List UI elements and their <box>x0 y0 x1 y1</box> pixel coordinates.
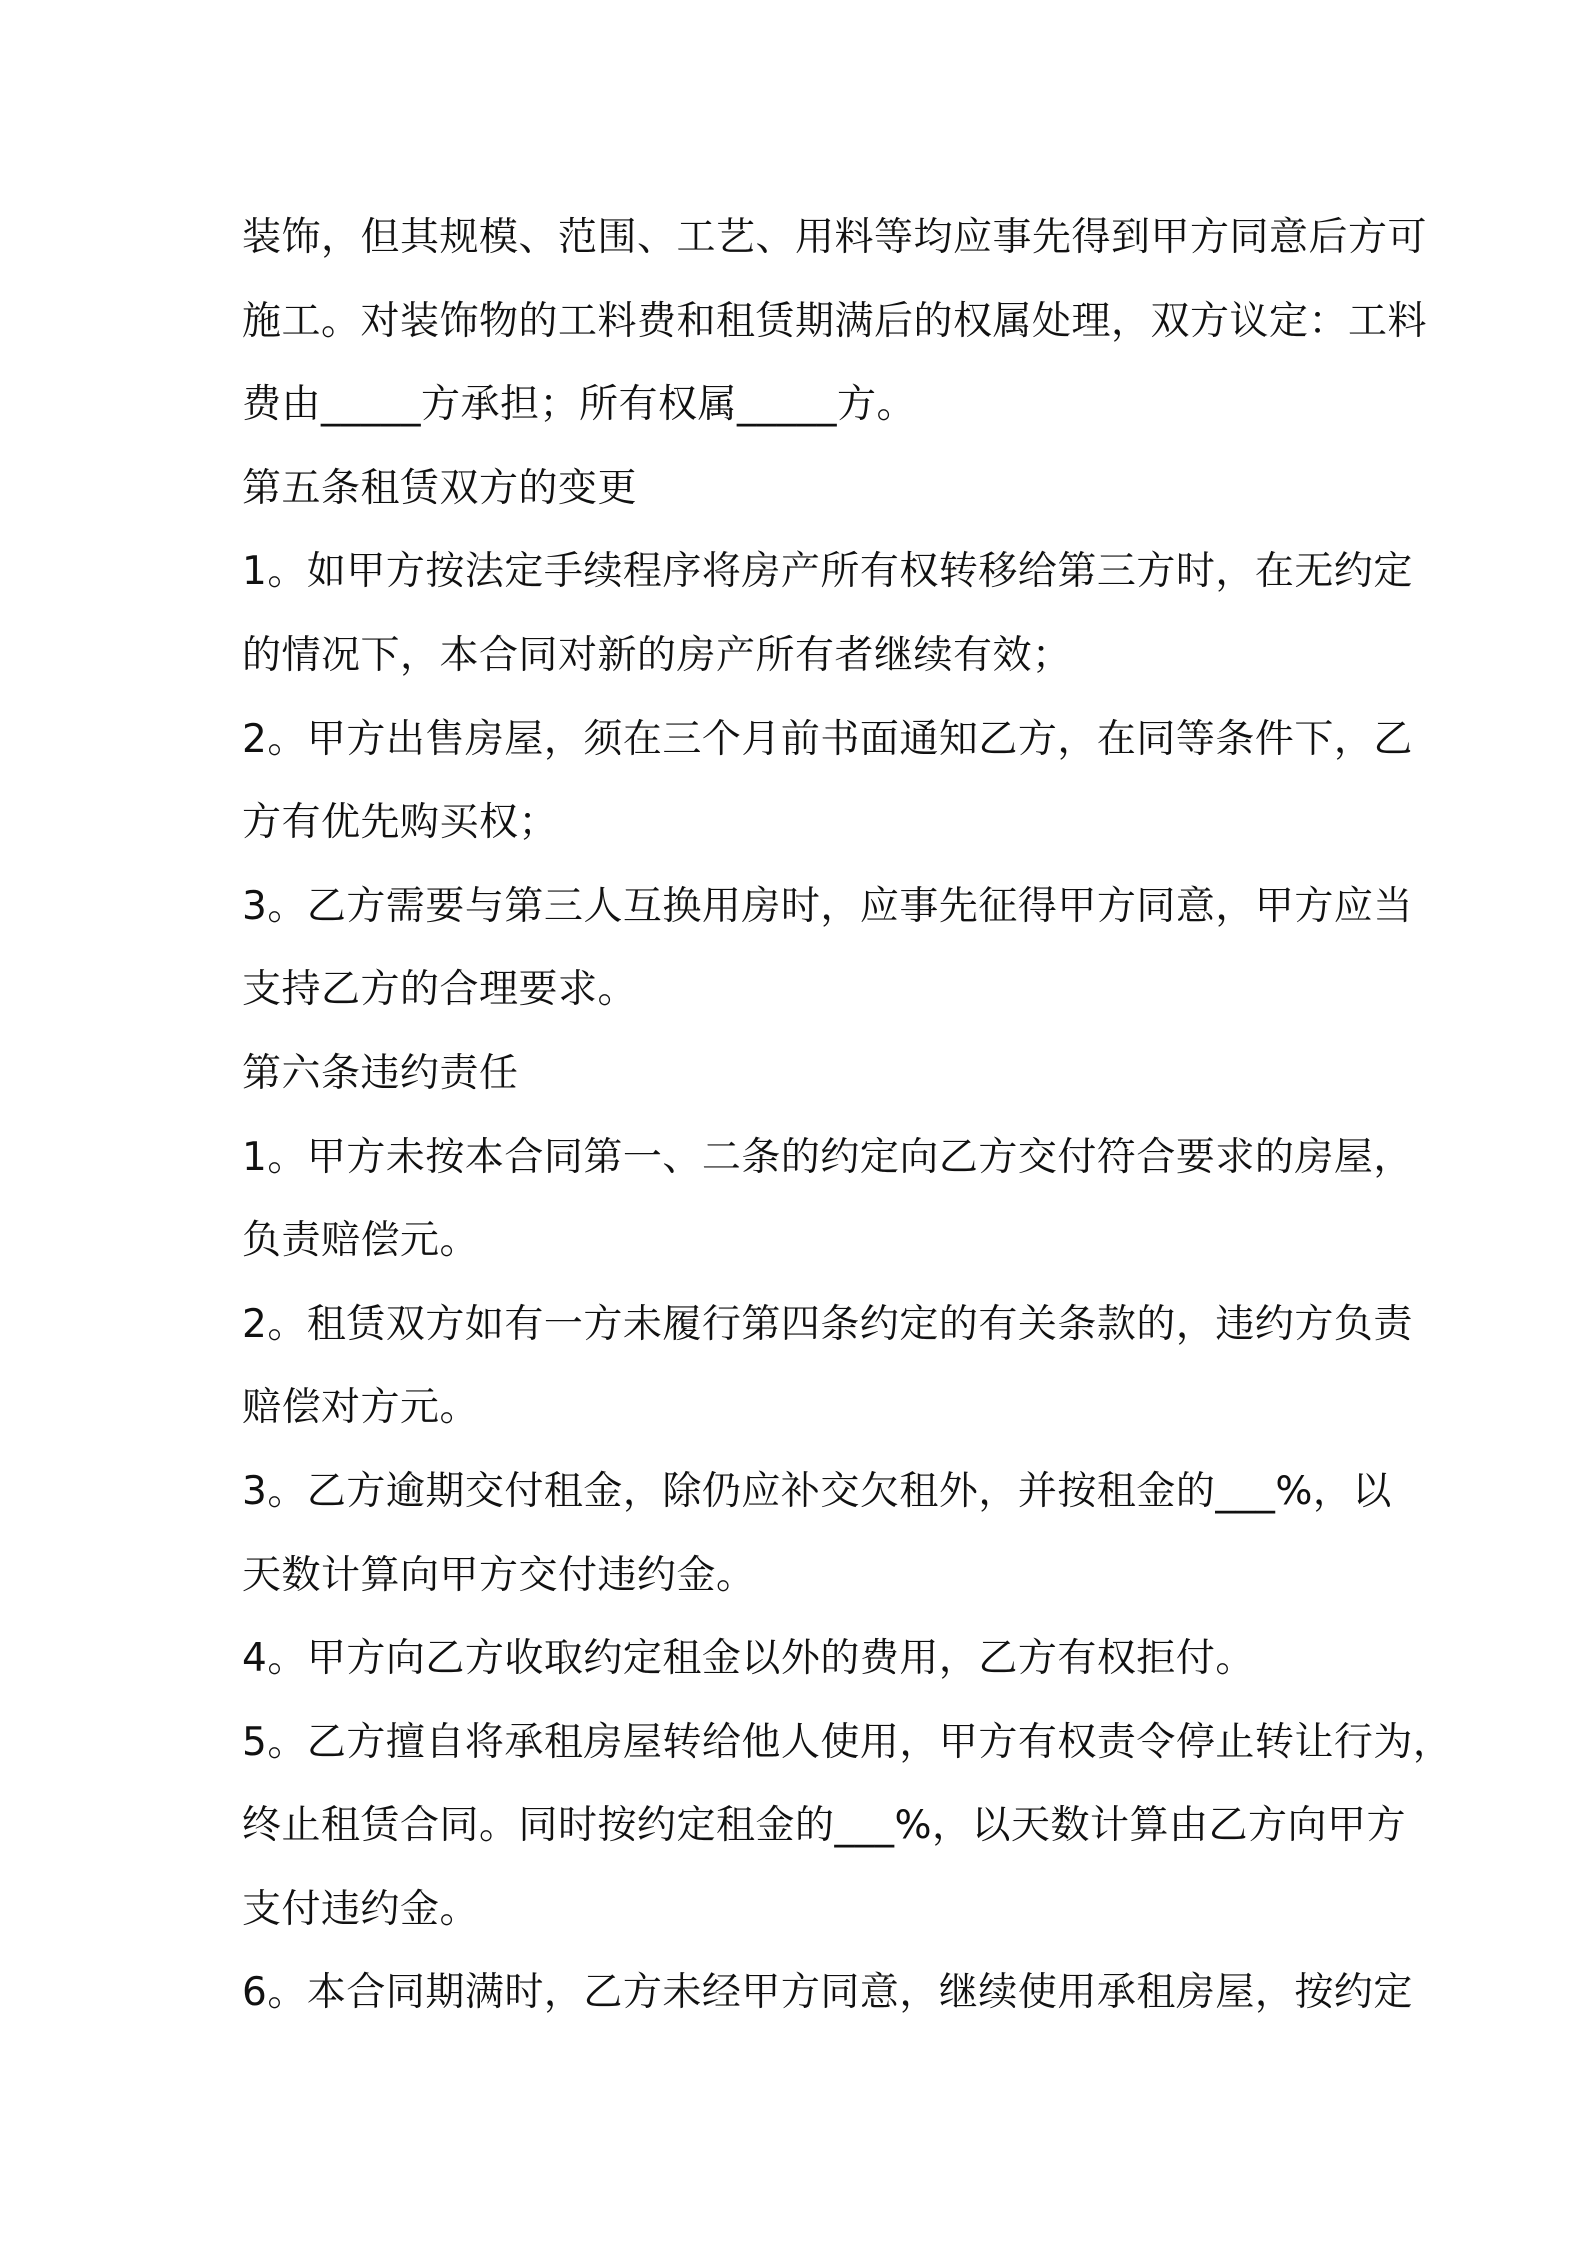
text-line: 2。甲方出售房屋，须在三个月前书面通知乙方，在同等条件下，乙 <box>242 716 1413 762</box>
text-line: 4。甲方向乙方收取约定租金以外的费用，乙方有权拒付。 <box>242 1636 1255 1682</box>
text-line: 施工。对装饰物的工料费和租赁期满后的权属处理，双方议定：工料 <box>242 298 1428 344</box>
text-line: 支付违约金。 <box>242 1886 480 1932</box>
text-line: 2。租赁双方如有一方未履行第四条约定的有关条款的，违约方负责 <box>242 1301 1413 1347</box>
text-line: 6。本合同期满时，乙方未经甲方同意，继续使用承租房屋，按约定 <box>242 1970 1413 2016</box>
text-line: 装饰，但其规模、范围、工艺、用料等均应事先得到甲方同意后方可 <box>242 215 1428 260</box>
text-line: 1。甲方未按本合同第一、二条的约定向乙方交付符合要求的房屋， <box>242 1134 1413 1180</box>
text-line: 负责赔偿元。 <box>242 1218 480 1264</box>
text-line: 方有优先购买权； <box>242 800 559 846</box>
text-line: 终止租赁合同。同时按约定租金的___%，以天数计算由乙方向甲方 <box>242 1803 1407 1849</box>
section-heading-article-6: 第六条违约责任 <box>242 1050 519 1096</box>
text-line: 1。如甲方按法定手续程序将房产所有权转移给第三方时，在无约定 <box>242 549 1413 595</box>
document-body <box>242 196 1453 2035</box>
text-line: 3。乙方需要与第三人互换用房时，应事先征得甲方同意，甲方应当 <box>242 883 1413 929</box>
text-line: 费由_____方承担；所有权属_____方。 <box>242 382 917 428</box>
text-line: 3。乙方逾期交付租金，除仍应补交欠租外，并按租金的___%，以 <box>242 1468 1392 1514</box>
text-line: 5。乙方擅自将承租房屋转给他人使用，甲方有权责令停止转让行为， <box>242 1719 1453 1765</box>
text-line: 赔偿对方元。 <box>242 1385 480 1431</box>
text-line: 支持乙方的合理要求。 <box>242 967 638 1013</box>
text-line: 天数计算向甲方交付违约金。 <box>242 1552 756 1598</box>
section-heading-article-5: 第五条租赁双方的变更 <box>242 465 638 511</box>
text-line: 的情况下，本合同对新的房产所有者继续有效； <box>242 632 1072 678</box>
